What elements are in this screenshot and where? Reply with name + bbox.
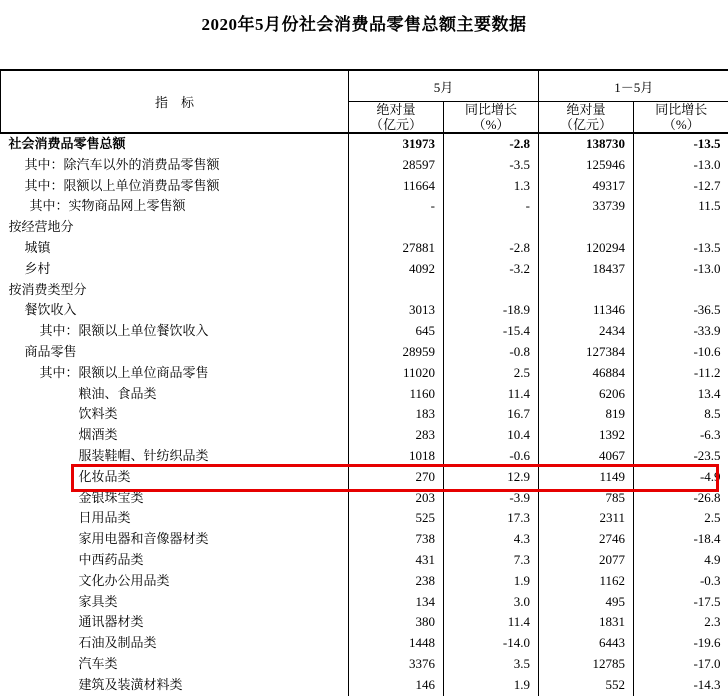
- value-cell: 4.3: [444, 529, 539, 550]
- col-header-absolute-cumulative: [539, 102, 634, 134]
- value-cell: 270: [349, 467, 444, 488]
- value-cell: -33.9: [634, 321, 728, 342]
- row-label: 家用电器和音像器材类: [1, 529, 349, 550]
- table-row: [1, 425, 728, 446]
- col-header-line: 同比增长: [444, 102, 538, 117]
- table-row: [1, 488, 728, 509]
- col-header-line: （亿元）: [349, 117, 443, 132]
- value-cell: -0.8: [444, 342, 539, 363]
- value-cell: 46884: [539, 363, 634, 384]
- value-cell: -0.6: [444, 446, 539, 467]
- table-row: [1, 508, 728, 529]
- col-header-line: 同比增长: [634, 102, 728, 117]
- table-row: [1, 300, 728, 321]
- row-label: 其中：限额以上单位餐饮收入: [1, 321, 349, 342]
- row-label: 文化办公用品类: [1, 571, 349, 592]
- value-cell: 819: [539, 404, 634, 425]
- value-cell: [349, 217, 444, 238]
- value-cell: 2.5: [444, 363, 539, 384]
- value-cell: 12.9: [444, 467, 539, 488]
- value-cell: 1.9: [444, 571, 539, 592]
- col-header-line: （%）: [634, 117, 728, 132]
- value-cell: -13.0: [634, 259, 728, 280]
- col-header-absolute-may: [349, 102, 444, 134]
- table-row: [1, 133, 728, 155]
- value-cell: -6.3: [634, 425, 728, 446]
- row-label: 日用品类: [1, 508, 349, 529]
- value-cell: [444, 217, 539, 238]
- table-row: [1, 238, 728, 259]
- value-cell: 785: [539, 488, 634, 509]
- value-cell: -: [349, 196, 444, 217]
- table-row: [1, 529, 728, 550]
- value-cell: 33739: [539, 196, 634, 217]
- table-row: [1, 363, 728, 384]
- value-cell: -11.2: [634, 363, 728, 384]
- col-header-growth-may: [444, 102, 539, 134]
- value-cell: 49317: [539, 176, 634, 197]
- value-cell: -15.4: [444, 321, 539, 342]
- value-cell: -23.5: [634, 446, 728, 467]
- header-group-row: [1, 70, 728, 102]
- table-header: [1, 70, 728, 133]
- col-header-line: 绝对量: [349, 102, 443, 117]
- value-cell: [634, 280, 728, 301]
- value-cell: -12.7: [634, 176, 728, 197]
- value-cell: 1162: [539, 571, 634, 592]
- value-cell: 380: [349, 612, 444, 633]
- value-cell: 2077: [539, 550, 634, 571]
- table-row: [1, 321, 728, 342]
- value-cell: 495: [539, 592, 634, 613]
- value-cell: [539, 280, 634, 301]
- value-cell: -17.0: [634, 654, 728, 675]
- value-cell: 18437: [539, 259, 634, 280]
- value-cell: 2311: [539, 508, 634, 529]
- value-cell: -17.5: [634, 592, 728, 613]
- value-cell: 525: [349, 508, 444, 529]
- value-cell: 146: [349, 675, 444, 696]
- value-cell: -13.0: [634, 155, 728, 176]
- table-row: [1, 592, 728, 613]
- row-label: 城镇: [1, 238, 349, 259]
- table-row: [1, 342, 728, 363]
- value-cell: 283: [349, 425, 444, 446]
- value-cell: 1160: [349, 384, 444, 405]
- value-cell: 4.9: [634, 550, 728, 571]
- value-cell: 3376: [349, 654, 444, 675]
- table-body: [1, 133, 728, 696]
- value-cell: -14.3: [634, 675, 728, 696]
- row-label: 餐饮收入: [1, 300, 349, 321]
- value-cell: 738: [349, 529, 444, 550]
- row-label: 按消费类型分: [1, 280, 349, 301]
- value-cell: -0.3: [634, 571, 728, 592]
- value-cell: 4092: [349, 259, 444, 280]
- value-cell: 11.4: [444, 612, 539, 633]
- value-cell: 183: [349, 404, 444, 425]
- value-cell: 11020: [349, 363, 444, 384]
- value-cell: 28959: [349, 342, 444, 363]
- row-label: 商品零售: [1, 342, 349, 363]
- table-row: [1, 217, 728, 238]
- col-header-line: （亿元）: [539, 117, 633, 132]
- value-cell: 1.9: [444, 675, 539, 696]
- value-cell: -36.5: [634, 300, 728, 321]
- row-label: 汽车类: [1, 654, 349, 675]
- value-cell: 6443: [539, 633, 634, 654]
- row-label: 通讯器材类: [1, 612, 349, 633]
- value-cell: 31973: [349, 133, 444, 155]
- value-cell: 16.7: [444, 404, 539, 425]
- value-cell: -18.4: [634, 529, 728, 550]
- table-row: [1, 675, 728, 696]
- value-cell: 203: [349, 488, 444, 509]
- may-group-header: 5月: [349, 70, 539, 102]
- indicator-column-header: 指 标: [1, 70, 349, 133]
- value-cell: -3.2: [444, 259, 539, 280]
- value-cell: 6206: [539, 384, 634, 405]
- value-cell: 431: [349, 550, 444, 571]
- value-cell: 2.3: [634, 612, 728, 633]
- value-cell: 11346: [539, 300, 634, 321]
- value-cell: [634, 217, 728, 238]
- col-header-line: （%）: [444, 117, 538, 132]
- value-cell: -13.5: [634, 133, 728, 155]
- value-cell: 3.5: [444, 654, 539, 675]
- table-row: [1, 259, 728, 280]
- row-label: 其中：限额以上单位消费品零售额: [1, 176, 349, 197]
- value-cell: -2.8: [444, 133, 539, 155]
- table-row: [1, 633, 728, 654]
- value-cell: 645: [349, 321, 444, 342]
- table-row: [1, 280, 728, 301]
- table-row: [1, 612, 728, 633]
- value-cell: 11.4: [444, 384, 539, 405]
- table-row: [1, 550, 728, 571]
- value-cell: -13.5: [634, 238, 728, 259]
- value-cell: 8.5: [634, 404, 728, 425]
- row-label: 服装鞋帽、针纺织品类: [1, 446, 349, 467]
- row-label: 饮料类: [1, 404, 349, 425]
- col-header-growth-cumulative: [634, 102, 728, 134]
- row-label: 其中：实物商品网上零售额: [1, 196, 349, 217]
- row-label: 烟酒类: [1, 425, 349, 446]
- row-label: 其中：除汽车以外的消费品零售额: [1, 155, 349, 176]
- value-cell: 27881: [349, 238, 444, 259]
- row-label: 社会消费品零售总额: [1, 133, 349, 155]
- table-row: [1, 176, 728, 197]
- value-cell: [539, 217, 634, 238]
- value-cell: 1149: [539, 467, 634, 488]
- table-row: [1, 196, 728, 217]
- value-cell: 11664: [349, 176, 444, 197]
- value-cell: -: [444, 196, 539, 217]
- value-cell: 1831: [539, 612, 634, 633]
- row-label: 建筑及装潢材料类: [1, 675, 349, 696]
- retail-sales-table: [0, 69, 728, 696]
- value-cell: 127384: [539, 342, 634, 363]
- row-label: 按经营地分: [1, 217, 349, 238]
- value-cell: 1018: [349, 446, 444, 467]
- value-cell: 2.5: [634, 508, 728, 529]
- value-cell: 2434: [539, 321, 634, 342]
- jan-may-group-header: 1－5月: [539, 70, 728, 102]
- value-cell: -3.5: [444, 155, 539, 176]
- table-row: [1, 446, 728, 467]
- value-cell: 1448: [349, 633, 444, 654]
- value-cell: 11.5: [634, 196, 728, 217]
- table-row: [1, 571, 728, 592]
- value-cell: 7.3: [444, 550, 539, 571]
- value-cell: 552: [539, 675, 634, 696]
- value-cell: -14.0: [444, 633, 539, 654]
- value-cell: -2.8: [444, 238, 539, 259]
- value-cell: 238: [349, 571, 444, 592]
- value-cell: -3.9: [444, 488, 539, 509]
- value-cell: 28597: [349, 155, 444, 176]
- value-cell: 17.3: [444, 508, 539, 529]
- value-cell: 1.3: [444, 176, 539, 197]
- row-label: 粮油、食品类: [1, 384, 349, 405]
- col-header-line: 绝对量: [539, 102, 633, 117]
- row-label: 其中：限额以上单位商品零售: [1, 363, 349, 384]
- value-cell: 134: [349, 592, 444, 613]
- table-row: [1, 404, 728, 425]
- value-cell: 13.4: [634, 384, 728, 405]
- row-label: 石油及制品类: [1, 633, 349, 654]
- value-cell: 2746: [539, 529, 634, 550]
- value-cell: 125946: [539, 155, 634, 176]
- table-row: [1, 384, 728, 405]
- value-cell: -18.9: [444, 300, 539, 321]
- row-label: 金银珠宝类: [1, 488, 349, 509]
- value-cell: -19.6: [634, 633, 728, 654]
- value-cell: -26.8: [634, 488, 728, 509]
- table-row: [1, 467, 728, 488]
- value-cell: [349, 280, 444, 301]
- row-label: 中西药品类: [1, 550, 349, 571]
- row-label: 家具类: [1, 592, 349, 613]
- value-cell: 4067: [539, 446, 634, 467]
- value-cell: 120294: [539, 238, 634, 259]
- value-cell: 1392: [539, 425, 634, 446]
- value-cell: [444, 280, 539, 301]
- value-cell: -10.6: [634, 342, 728, 363]
- value-cell: 12785: [539, 654, 634, 675]
- value-cell: 138730: [539, 133, 634, 155]
- value-cell: 3.0: [444, 592, 539, 613]
- value-cell: -4.9: [634, 467, 728, 488]
- table-row: [1, 654, 728, 675]
- row-label: 化妆品类: [1, 467, 349, 488]
- page-title: 2020年5月份社会消费品零售总额主要数据: [0, 0, 728, 35]
- table-row: [1, 155, 728, 176]
- value-cell: 3013: [349, 300, 444, 321]
- value-cell: 10.4: [444, 425, 539, 446]
- row-label: 乡村: [1, 259, 349, 280]
